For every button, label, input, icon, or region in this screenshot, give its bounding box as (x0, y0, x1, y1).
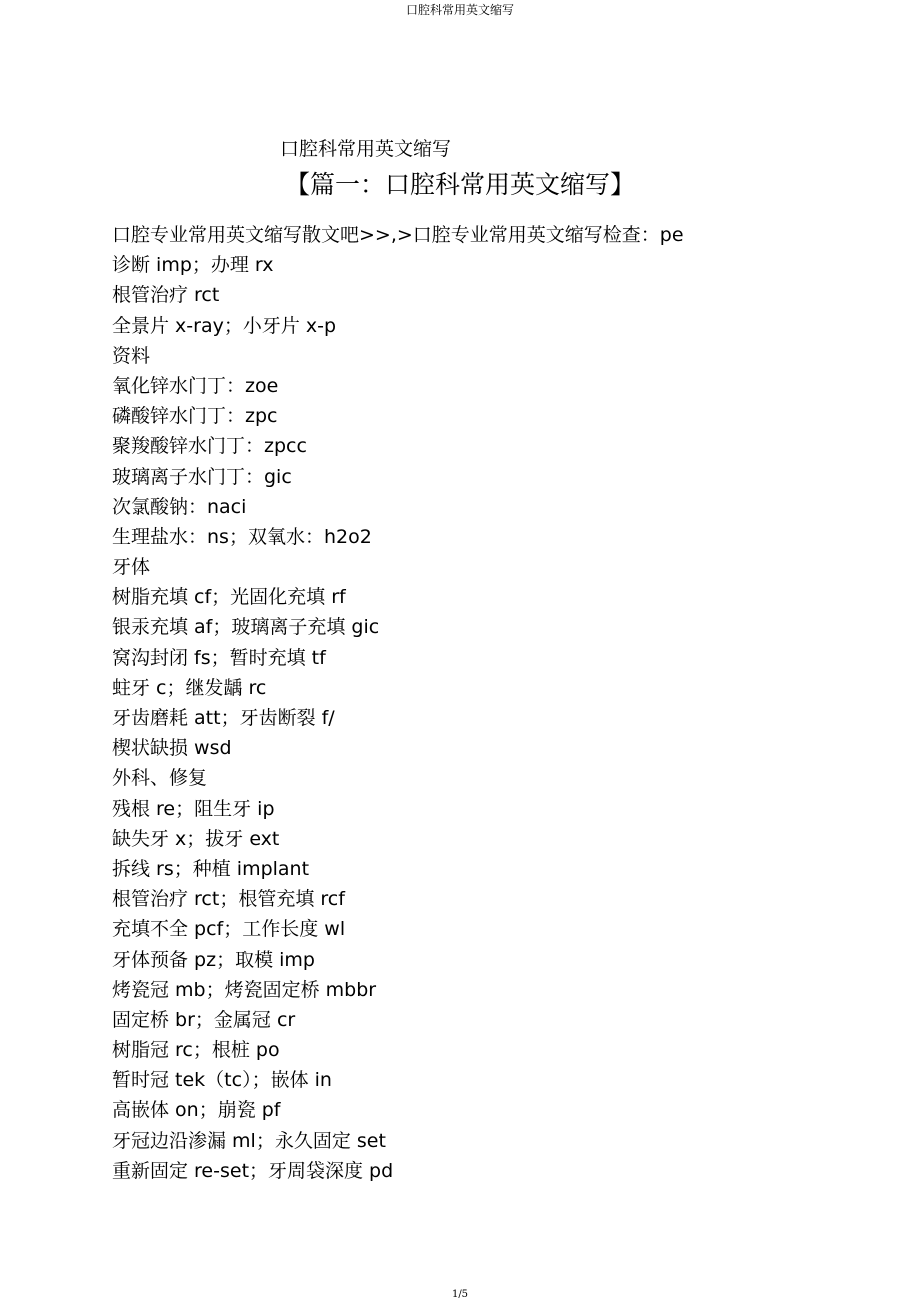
section-heading: 资料 (112, 344, 151, 367)
text-line: 根管治疗 rct (112, 284, 220, 307)
text-line: 氧化锌水门丁：zoe (112, 374, 279, 397)
text-line: 高嵌体 on；崩瓷 pf (112, 1099, 281, 1122)
text-line: 次氯酸钠：naci (112, 495, 247, 518)
text-line: 牙齿磨耗 att；牙齿断裂 f/ (112, 707, 335, 729)
text-line: 牙体预备 pz；取模 imp (112, 948, 315, 971)
text-line: 缺失牙 x；拔牙 ext (112, 827, 280, 850)
page-number: 1/5 (451, 1289, 469, 1300)
section-heading: 牙体 (112, 556, 151, 579)
document-title: 【篇一：口腔科常用英文缩写】 (284, 170, 635, 199)
text-line: 树脂冠 rc；根桩 po (112, 1039, 280, 1062)
text-line: 牙冠边沿渗漏 ml；永久固定 set (112, 1129, 386, 1152)
text-line: 诊断 imp；办理 rx (112, 254, 274, 277)
text-line: 充填不全 pcf；工作长度 wl (112, 918, 346, 941)
text-line: 固定桥 br；金属冠 cr (112, 1008, 296, 1031)
text-line: 生理盐水：ns；双氧水：h2o2 (112, 525, 372, 548)
text-line: 根管治疗 rct；根管充填 rcf (112, 888, 345, 911)
text-line: 拆线 rs；种植 implant (112, 857, 310, 880)
text-line: 窝沟封闭 fs；暂时充填 tf (112, 646, 326, 669)
text-line: 磷酸锌水门丁：zpc (112, 405, 278, 428)
text-line: 树脂充填 cf；光固化充填 rf (112, 586, 346, 609)
text-line: 暂时冠 tek（tc）；嵌体 in (112, 1069, 332, 1092)
text-line: 口腔专业常用英文缩写散文吧>>,>口腔专业常用英文缩写检查：pe (112, 224, 684, 246)
document-subtitle: 口腔科常用英文缩写 (280, 138, 452, 160)
text-line: 银汞充填 af；玻璃离子充填 gic (112, 616, 380, 639)
text-line: 蛀牙 c；继发龋 rc (112, 676, 267, 699)
text-line: 全景片 x-ray；小牙片 x-p (112, 314, 337, 337)
running-header: 口腔科常用英文缩写 (405, 3, 514, 17)
text-line: 聚羧酸锌水门丁：zpcc (112, 435, 307, 458)
text-line: 烤瓷冠 mb；烤瓷固定桥 mbbr (112, 978, 377, 1001)
text-line: 玻璃离子水门丁：gic (112, 465, 292, 488)
text-line: 残根 re；阻生牙 ip (112, 797, 275, 820)
section-heading: 外科、修复 (112, 767, 208, 790)
text-line: 楔状缺损 wsd (112, 737, 232, 760)
text-line: 重新固定 re-set；牙周袋深度 pd (112, 1159, 394, 1182)
abbreviation-list (112, 220, 852, 1186)
